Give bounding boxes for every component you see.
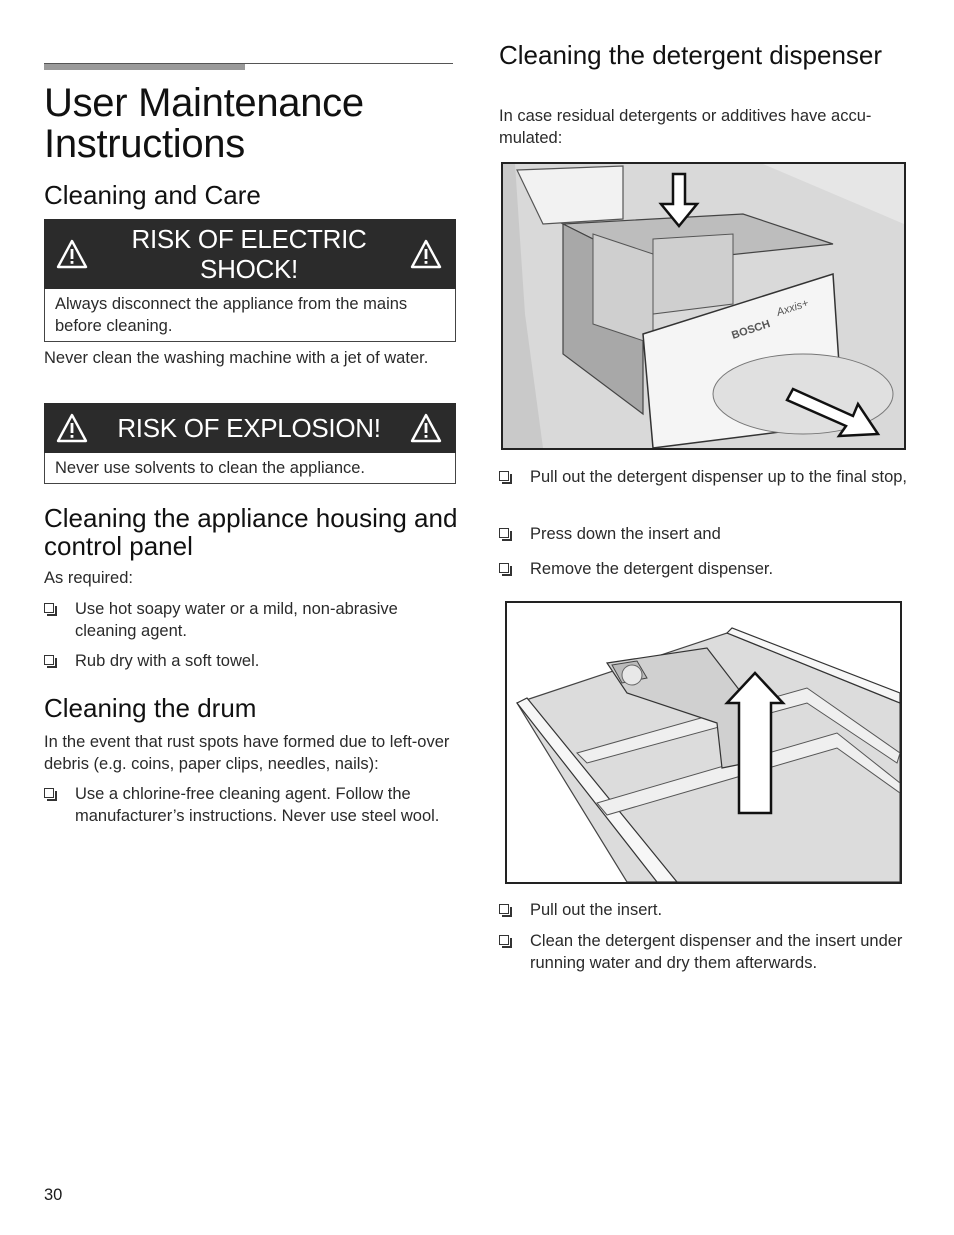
list-item-text: Use hot soapy water or a mild, non-abrasive cleaning agent. bbox=[75, 600, 398, 640]
warning-triangle-icon bbox=[56, 413, 88, 443]
list-item bbox=[44, 598, 454, 642]
warning-triangle-icon bbox=[410, 413, 442, 443]
checkbox-bullet-icon bbox=[44, 655, 54, 665]
list-item bbox=[499, 558, 909, 580]
list-item bbox=[499, 930, 909, 974]
dispenser-intro: In case residual detergents or additives have accu-mulated: bbox=[499, 107, 872, 147]
housing-intro: As required: bbox=[44, 569, 133, 587]
insert-drawing bbox=[507, 603, 900, 882]
checkbox-bullet-icon bbox=[499, 471, 509, 481]
list-item bbox=[499, 466, 909, 488]
list-item bbox=[44, 783, 454, 827]
warning-explosion-banner bbox=[44, 403, 456, 453]
list-item bbox=[44, 650, 454, 672]
list-item-text: Use a chlorine-free cleaning agent. Follow the manufacturer’s instructions. Never use steel wool. bbox=[75, 785, 440, 825]
checkbox-bullet-icon bbox=[499, 563, 509, 573]
section-heading-cleaning-care: Cleaning and Care bbox=[44, 180, 261, 210]
list-item-text: Pull out the insert. bbox=[530, 901, 663, 919]
section-heading-dispenser: Cleaning the detergent dispenser bbox=[499, 40, 883, 70]
dispenser-drawing bbox=[503, 164, 904, 448]
model-label: Axxis+ bbox=[775, 297, 811, 319]
list-item-text: Rub dry with a soft towel. bbox=[75, 652, 260, 670]
warning-electric-title: RISK OF ELECTRIC SHOCK! bbox=[131, 224, 367, 284]
list-item bbox=[499, 523, 909, 545]
list-item bbox=[499, 899, 909, 921]
note-jet-of-water: Never clean the washing machine with a jet of water. bbox=[44, 349, 429, 367]
warning-triangle-icon bbox=[56, 239, 88, 269]
page-title: User Maintenance Instructions bbox=[44, 81, 364, 166]
warning-electric-banner bbox=[44, 219, 456, 289]
checkbox-bullet-icon bbox=[44, 603, 54, 613]
page-number: 30 bbox=[44, 1186, 63, 1204]
checkbox-bullet-icon bbox=[499, 935, 509, 945]
insert-removal-illustration bbox=[505, 601, 902, 884]
warning-explosion-text: Never use solvents to clean the appliance. bbox=[44, 453, 456, 484]
dispenser-pull-out-illustration bbox=[501, 162, 906, 450]
list-item-text: Clean the detergent dispenser and the insert under running water and dry them afterwards. bbox=[530, 932, 903, 972]
section-heading-housing: Cleaning the appliance housing and control panel bbox=[44, 503, 458, 561]
checkbox-bullet-icon bbox=[499, 904, 509, 914]
warning-triangle-icon bbox=[410, 239, 442, 269]
checkbox-bullet-icon bbox=[44, 788, 54, 798]
list-item-text: Press down the insert and bbox=[530, 525, 721, 543]
list-item-text: Remove the detergent dispenser. bbox=[530, 560, 774, 578]
checkbox-bullet-icon bbox=[499, 528, 509, 538]
list-item-text: Pull out the detergent dispenser up to the final stop, bbox=[530, 468, 908, 486]
header-rule-accent bbox=[44, 64, 245, 70]
warning-electric-text: Always disconnect the appliance from the mains before cleaning. bbox=[44, 289, 456, 342]
brand-label: BOSCH bbox=[730, 318, 772, 342]
warning-explosion-title: RISK OF EXPLOSION! bbox=[117, 413, 381, 443]
section-heading-drum: Cleaning the drum bbox=[44, 693, 257, 723]
drum-intro: In the event that rust spots have formed due to left-over debris (e.g. coins, paper clips, needles, nails): bbox=[44, 733, 450, 773]
